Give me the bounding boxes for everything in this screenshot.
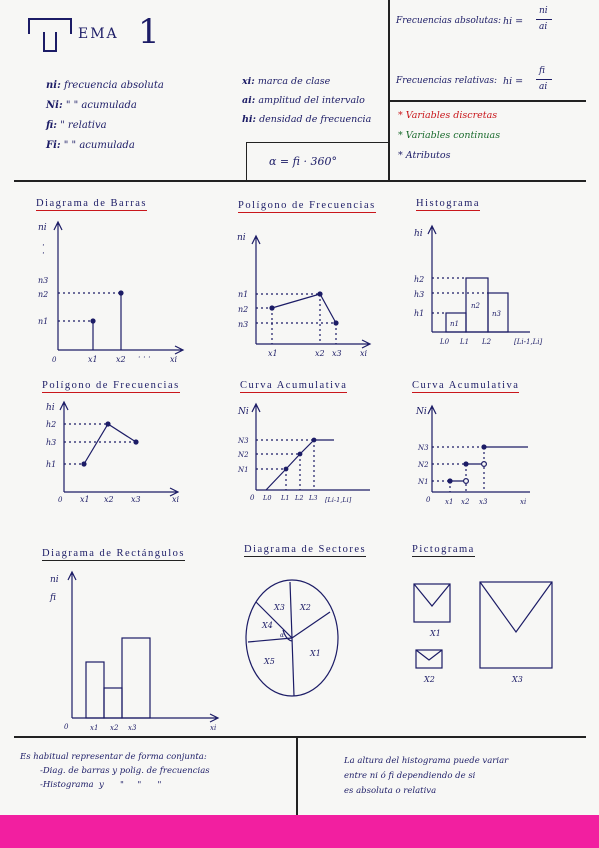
poly2-xtick-xi: xi xyxy=(172,495,180,504)
footer-left xyxy=(20,752,290,794)
cum2-origin: 0 xyxy=(426,496,431,504)
bar-ytick-n2: n2 xyxy=(38,290,49,299)
bar-dot-x1 xyxy=(91,319,95,323)
poly2-xtick-3: x3 xyxy=(131,495,141,504)
cum2-xtick-2: x2 xyxy=(461,498,470,506)
footer-right-line-1: La altura del histograma puede variar xyxy=(344,756,509,766)
freq-abs-label: Frecuencias absolutas: xyxy=(396,16,502,26)
rect-ylabel-ni: ni xyxy=(50,575,59,585)
hist-ytick-h1: h1 xyxy=(414,309,425,318)
poly1-chart xyxy=(237,233,370,358)
cum1-ytick-N2: N2 xyxy=(238,451,249,459)
bar-ydots2: · xyxy=(42,249,45,259)
rect-origin: 0 xyxy=(64,723,69,731)
title-number: 1 xyxy=(138,12,160,52)
poly1-xtick-1: x1 xyxy=(268,349,278,358)
hist-y-axis xyxy=(428,226,436,332)
poly2-ylabel: hi xyxy=(46,403,55,413)
cum2-ytick-N2: N2 xyxy=(418,461,429,469)
poly2-ytick-h2: h2 xyxy=(46,420,57,429)
picto-label-x3: X3 xyxy=(512,675,523,684)
poly1-y-axis xyxy=(252,236,260,344)
cum2-steps xyxy=(450,447,528,481)
title-sectors: Diagrama de Sectores xyxy=(244,544,367,555)
freq-rel-lhs: hi = xyxy=(503,76,524,87)
def-xi: xi: marca de clase xyxy=(242,76,331,87)
title-bar-chart: Diagrama de Barras xyxy=(36,198,147,209)
hist-chart xyxy=(414,226,543,346)
poly2-origin: 0 xyxy=(58,496,63,504)
poly2-line xyxy=(84,424,136,464)
def-hi: hi: densidad de frecuencia xyxy=(242,114,372,125)
title-rect: Diagrama de Rectángulos xyxy=(42,548,185,559)
bottom-band xyxy=(0,815,599,848)
poly2-chart xyxy=(46,402,180,504)
poly1-pt3 xyxy=(334,321,338,325)
hist-xtick-0: L0 xyxy=(440,338,450,346)
bar-xtick-xi: xi xyxy=(170,355,178,364)
cum2-dot3 xyxy=(482,445,486,449)
hist-xtick-i: [Li-1,Li] xyxy=(514,338,543,346)
cum2-xtick-1: x1 xyxy=(445,498,454,506)
title-poly2: Polígono de Frecuencias xyxy=(42,380,180,391)
title-cum2: Curva Acumulativa xyxy=(412,380,520,391)
cum1-xtick-0: L0 xyxy=(263,494,272,502)
rect-xtick-2: x2 xyxy=(110,724,119,732)
cum2-xtick-3: x3 xyxy=(479,498,488,506)
footer-right xyxy=(344,756,584,801)
def-fi: fi: " relativa xyxy=(46,120,107,131)
cum2-y-axis xyxy=(428,406,436,492)
bar-dot-x2 xyxy=(119,291,123,295)
hist-ylabel: hi xyxy=(414,229,423,239)
cum1-xtick-2: L2 xyxy=(295,494,304,502)
poly1-xtick-3: x3 xyxy=(332,349,342,358)
poly1-pt1 xyxy=(270,306,274,310)
cum1-guides xyxy=(256,440,314,490)
rect-xtick-1: x1 xyxy=(90,724,99,732)
cum2-chart xyxy=(415,406,530,506)
poly2-ytick-h1: h1 xyxy=(46,460,57,469)
picto-envelope-3 xyxy=(480,582,552,668)
poly2-xtick-1: x1 xyxy=(80,495,90,504)
freq-rel-den: ai xyxy=(539,82,548,92)
cum2-ylabel: Ni xyxy=(416,407,427,417)
title-poly1: Polígono de Frecuencias xyxy=(238,200,376,211)
poly2-ytick-h3: h3 xyxy=(46,438,57,447)
def-Fi: Fi: " " acumulada xyxy=(46,140,135,151)
footer-right-line-3: es absoluta o relativa xyxy=(344,786,437,796)
cum2-guides xyxy=(432,447,484,492)
footer-left-line-2: -Diag. de barras y polig. de frecuencias xyxy=(40,766,210,776)
title-histogram: Histograma xyxy=(416,198,480,209)
sectors-label-x2: X2 xyxy=(300,603,311,612)
cum1-ylabel: Ni xyxy=(238,407,249,417)
def-Ni: Ni: " " acumulada xyxy=(46,100,137,111)
picto-envelope-2-flap xyxy=(416,650,442,660)
poly2-pt2 xyxy=(106,422,110,426)
cum2-dot2 xyxy=(464,462,468,466)
poly2-guides xyxy=(64,424,136,464)
poly2-y-axis xyxy=(60,402,68,492)
sectors-alpha-arc xyxy=(283,630,292,641)
cum1-xtick-1: L1 xyxy=(281,494,290,502)
poly1-ytick-2: n2 xyxy=(238,305,249,314)
rect-bar-3 xyxy=(122,638,150,718)
sectors-label-x4: X4 xyxy=(262,621,273,630)
bar-y-axis xyxy=(54,222,62,350)
rect-y-axis xyxy=(68,572,76,718)
rect-bar-2 xyxy=(104,688,122,718)
freq-abs-num: ni xyxy=(539,6,548,16)
picto-label-x2: X2 xyxy=(424,675,435,684)
bar-xtick-dots: · · · xyxy=(138,353,151,362)
rect-xtick-xi: xi xyxy=(210,724,217,732)
cum1-xtick-3: L3 xyxy=(309,494,318,502)
bar-ytick-n1: n1 xyxy=(38,317,49,326)
cum2-open2 xyxy=(482,462,487,467)
hist-barlabel-1: n1 xyxy=(450,320,459,328)
picto-chart xyxy=(414,582,552,684)
poly1-pt2 xyxy=(318,292,322,296)
poly2-xtick-2: x2 xyxy=(104,495,114,504)
sectors-label-x5: X5 xyxy=(264,657,275,666)
sectors-lines xyxy=(248,582,330,696)
footer-separator xyxy=(14,736,586,738)
bar-ydots: · xyxy=(42,241,45,251)
poly1-xtick-2: x2 xyxy=(315,349,325,358)
sectors-alpha: α xyxy=(280,632,285,639)
cum1-origin: 0 xyxy=(250,494,255,502)
rect-ylabel-fi: fi xyxy=(50,593,57,603)
footer-right-line-2: entre ni ó fi dependiendo de si xyxy=(344,771,476,781)
type-attributes: * Atributos xyxy=(398,150,451,161)
def-ni: ni: frecuencia absoluta xyxy=(46,80,164,91)
picto-label-x1: X1 xyxy=(430,629,441,638)
hist-ytick-h2: h2 xyxy=(414,275,425,284)
poly1-xtick-xi: xi xyxy=(360,349,368,358)
freq-rel-num: fi xyxy=(539,66,546,76)
cum1-ytick-N1: N1 xyxy=(238,466,249,474)
bar-ytick-n3: n3 xyxy=(38,276,49,285)
rect-chart xyxy=(49,572,218,732)
cum1-ytick-N3: N3 xyxy=(238,437,249,445)
bar-chart xyxy=(38,222,183,364)
def-ai: ai: amplitud del intervalo xyxy=(242,95,365,106)
bar-ylabel: ni xyxy=(38,223,47,233)
poly1-line xyxy=(272,294,336,323)
freq-abs-lhs: hi = xyxy=(503,16,524,27)
poly2-pt1 xyxy=(82,462,86,466)
rect-xtick-3: x3 xyxy=(128,724,137,732)
hist-barlabel-2: n2 xyxy=(471,302,480,310)
cum2-ytick-N1: N1 xyxy=(418,478,429,486)
picto-envelope-3-flap xyxy=(480,582,552,632)
cum2-ytick-N3: N3 xyxy=(418,444,429,452)
hist-barlabel-3: n3 xyxy=(492,310,501,318)
freq-rel-label: Frecuencias relativas: xyxy=(396,76,498,86)
bar-origin: 0 xyxy=(52,356,57,364)
cum1-pt1 xyxy=(284,467,288,471)
poly1-ytick-3: n3 xyxy=(238,320,249,329)
cum2-xtick-xi: xi xyxy=(520,498,527,506)
bar-xtick-x1: x1 xyxy=(88,355,98,364)
footer-vertical-divider xyxy=(296,736,298,815)
cum2-open1 xyxy=(464,479,469,484)
rect-bar-1 xyxy=(86,662,104,718)
hist-xtick-2: L2 xyxy=(482,338,492,346)
poly1-ytick-1: n1 xyxy=(238,290,249,299)
cum1-xtick-i: [Li-1,Li] xyxy=(325,496,352,504)
sectors-chart xyxy=(246,580,338,696)
alpha-formula: α = fi · 360° xyxy=(269,155,337,168)
bar-xtick-x2: x2 xyxy=(116,355,126,364)
title-cum1: Curva Acumulativa xyxy=(240,380,348,391)
type-discrete: * Variables discretas xyxy=(398,110,498,121)
hist-xtick-1: L1 xyxy=(460,338,470,346)
title-rest: EMA xyxy=(78,26,119,42)
cum2-dot1 xyxy=(448,479,452,483)
poly2-pt3 xyxy=(134,440,138,444)
footer-left-line-1: Es habitual representar de forma conjunta: xyxy=(20,752,207,762)
title-picto: Pictograma xyxy=(412,544,475,555)
poly1-ylabel: ni xyxy=(237,233,246,243)
sectors-label-x3: X3 xyxy=(274,603,285,612)
hist-ytick-h3: h3 xyxy=(414,290,425,299)
poly1-x-axis xyxy=(256,340,370,348)
picto-envelope-1-flap xyxy=(414,584,450,606)
sectors-label-x1: X1 xyxy=(310,649,321,658)
type-continuous: * Variables continuas xyxy=(398,130,501,141)
cum1-y-axis xyxy=(252,404,260,490)
cum1-pt3 xyxy=(312,438,316,442)
freq-abs-den: ai xyxy=(539,22,548,32)
footer-left-line-3: -Histograma y " " " xyxy=(40,780,162,790)
cum1-pt2 xyxy=(298,452,302,456)
cum1-chart xyxy=(237,404,370,504)
